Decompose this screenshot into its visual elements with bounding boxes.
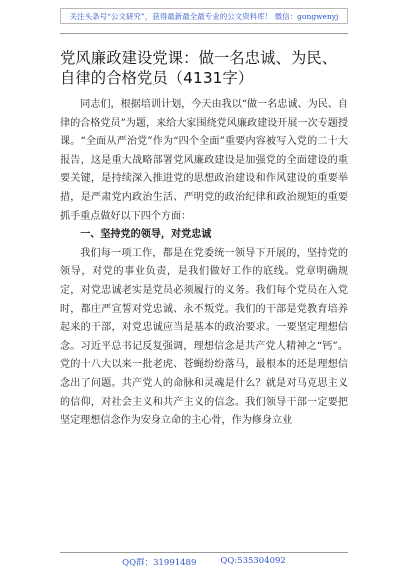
intro-paragraph: 同志们，根据培训计划，今天由我以“做一名忠诚、为民、自律的合格党员”为题，来给大家围绕党风廉政建设开展一次专题授课。“全面从严治党”作为“四个全面”重要内容被写入党的二十大报告，这是重大战略部署党风廉政建设是加强党的全面建设的重要关键，是持续深入推进党的思想政治建设和作风建设的重要举措，是严肃党内政治生活、严明党的政治纪律和政治规矩的重要抓手重点做好以下四个方面： bbox=[60, 99, 348, 222]
footer-qq-contact: QQ:535304092 bbox=[220, 556, 286, 566]
document-body bbox=[60, 96, 348, 431]
footer-qq-group: QQ群：31991489 bbox=[122, 558, 197, 568]
footer bbox=[60, 556, 348, 568]
section-paragraph: 我们每一项工作，都是在党委统一领导下开展的，坚持党的领导，对党的事业负责，是我们做好工作的底线。党章明确规定，对党忠诚老实是党员必须履行的义务。我们每个党员在入党时，都庄严宣誓对党忠诚、永不叛党。我们的干部是党教育培养起来的干部，对党忠诚应当是基本的政治要求。一要坚定理想信念。习近平总书记反复强调，理想信念是共产党人精神之“钙”。党的十八大以来一批老虎、苍蝇纷纷落马，最根本的还是理想信念出了问题。共产党人的命脉和灵魂是什么？就是对马克思主义的信仰，对社会主义和共产主义的信念。我们领导干部一定要把坚定理想信念作为安身立命的主心骨，作为修身立业 bbox=[60, 247, 348, 427]
header-rule bbox=[60, 33, 348, 34]
footer-rule bbox=[60, 552, 348, 553]
section-heading: 一、坚持党的领导，对党忠诚 bbox=[80, 229, 212, 241]
header-banner: 关注头条号“公文研究”，获得最新最全最专业的公文资料库！ 微信：gongwenyj bbox=[60, 8, 348, 24]
document-title: 党风廉政建设党课：做一名忠诚、为民、自律的合格党员（4131字） bbox=[60, 49, 338, 87]
